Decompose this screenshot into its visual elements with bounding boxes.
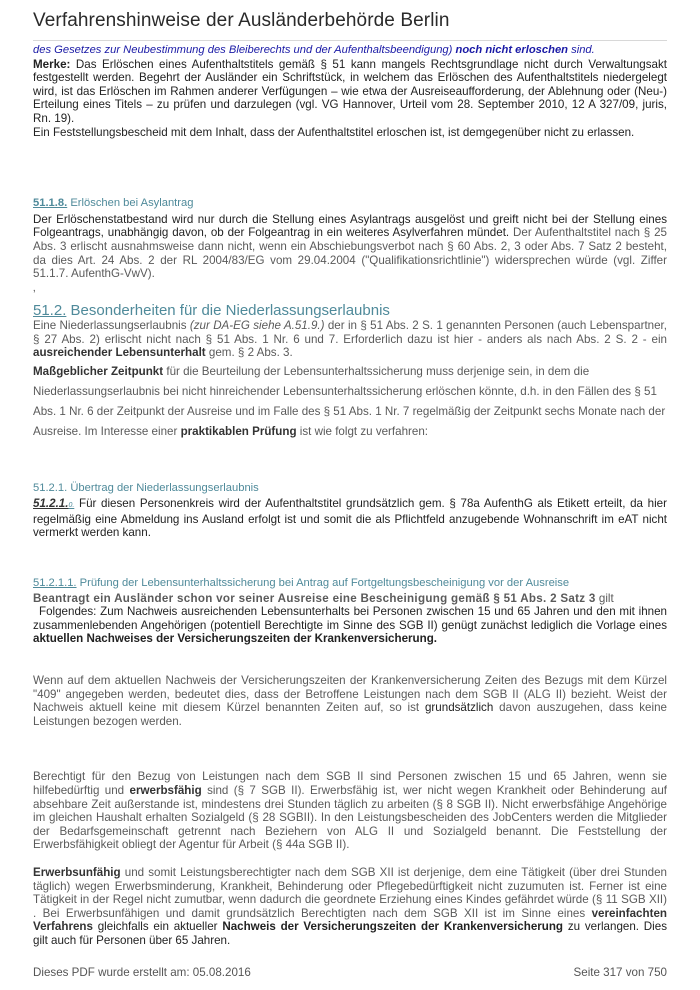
document-body [33, 44, 667, 948]
text-dark: Der Erlöschenstatbestand wird nur durch die Stellung eines Asylantrags ausgelöst und greift nicht bei der Stellung eines Folgeantrags, unabhängig davon, ob der Folgeantrag in ein weiteres Asylverfahren mündet. [33, 212, 667, 240]
wenn-paragraph [33, 674, 667, 728]
section-heading: 51.2.1. Übertrag der Niederlassungserlaubnis [33, 481, 259, 494]
erw-text-c: zu verlangen. Dies gilt auch für Personen über 65 Jahren. [33, 920, 667, 947]
erw-bold1: Erwerbsunfähig [33, 865, 121, 879]
bold-lead: Beantragt ein Ausländer schon vor seiner Ausreise eine Bescheinigung gemäß § 51 Abs. 2 Satz 3 [33, 591, 596, 605]
section-body: Folgendes: Zum Nachweis ausreichenden Lebensunterhalts bei Personen zwischen 15 und 65 Jahren und den mit ihnen zusammenlebenden Angehörigen (potentiell Berechtigte im Sinne des SGB II) genügt zunächst lediglich die Vorlage eines [33, 605, 667, 632]
p2-bold2: praktikablen Prüfung [180, 424, 297, 438]
feststellung-text: Ein Feststellungsbescheid mit dem Inhalt, dass der Aufenthaltstitel erloschen ist, ist demgegenüber nicht zu erlassen. [33, 125, 635, 139]
erw-bold2: vereinfachten Verfahrens [33, 906, 667, 934]
section-text [33, 592, 667, 646]
intro-bold: noch nicht erloschen [455, 44, 568, 56]
section-body: Für diesen Personenkreis wird der Aufenthaltstitel grundsätzlich gem. § 78a AufenthG als Etikett erteilt, da hier regelmäßig eine Abmeldung ins Ausland erfolgt ist und somit die als Pflichtfeld anzugebende Wohnanschrift im eAT nicht vermerkt werden kann. [33, 497, 667, 540]
p1-a: Eine Niederlassungserlaubnis [33, 318, 187, 332]
section-number-link[interactable]: 51.2. [33, 302, 67, 320]
zeitpunkt-paragraph [33, 362, 667, 442]
footer-created-date: Dieses PDF wurde erstellt am: 05.08.2016 [33, 966, 251, 979]
wenn-dark: grundsätzlich [424, 701, 494, 715]
section-text [33, 497, 667, 540]
merke-text: Das Erlöschen eines Aufenthaltstitels gemäß § 51 kann mangels Rechtsgrundlage nicht durch Verwaltungsakt festgestellt werden. Begehrt der Ausländer ein Schriftstück, in welchem das Erlöschen des Aufenthaltstitels niedergelegt wird, ist das Erlöschen im Rahmen anderer Verfügungen – wie etwa der Ausreiseaufforderung, der Ablehnung oder (Neu-) Erteilung eines Titels – zu prüfen und darzulegen (vgl. VG Hannover, Urteil vom 28. September 2010, 12 A 327/09, juris, Rn. 19). [33, 57, 667, 125]
text-gray: Der Aufenthaltstitel nach § 25 Abs. 3 erlischt ausnahmsweise dann nicht, wenn ein Abschiebungsverbot nach § 60 Abs. 2, 3 oder Abs. 7 Satz 2 besteht, da dies Art. 24 Abs. 2 der RL 2004/83/EG vom 29.04.2004 ("Qualifikationsrichtlinie") widersprechen würde (vgl. Ziffer 51.1.7. AufenthG-VwV). [33, 226, 667, 281]
erw-text-b: gleichfalls ein aktueller [97, 920, 218, 934]
section-51-2 [33, 304, 667, 441]
p1-b: der in § 51 Abs. 2 S. 1 genannten Personen (auch Lebenspartner, § 27 Abs. 2) erlischt nicht nach § 51 Abs. 1 Nr. 6 und 7. Erforderlich dazu ist hier - anders als nach Abs. 2 S. 2 - ein [33, 318, 667, 346]
bold-end: aktuellen Nachweises der Versicherungszeiten der Krankenversicherung. [33, 632, 438, 646]
p2-a: für die Beurteilung der Lebensunterhaltssicherung muss derjenige sein, in dem die Niederlassungserlaubnis bei nicht hinreichender Lebensunterhaltssicherung erlöschen könnte, d.h. in den Fällen des § 51 Abs. 1 Nr. 6 der Zeitpunkt der Ausreise und im Falle des § 51 Abs. 1 Nr. 7 regelmäßig der Zeitpunkt sechs Monate nach der Ausreise. Im Interesse einer [33, 364, 666, 438]
wenn-text-b: davon auszugehen, dass keine Leistungen bezogen werden. [33, 701, 667, 728]
p1-bold: ausreichender Lebensunterhalt [33, 346, 206, 360]
merke-label: Merke: [33, 57, 71, 71]
berechtigt-paragraph [33, 770, 667, 852]
p1-italic: (zur DA-EG siehe A.51.9.) [189, 318, 325, 332]
section-title: Erlöschen bei Asylantrag [70, 197, 194, 210]
section-heading [33, 304, 667, 318]
section-number-link[interactable]: 51.1.8. [33, 197, 68, 210]
berechtigt-bold: erwerbsfähig [129, 784, 202, 797]
footer-page-number: Seite 317 von 750 [573, 966, 667, 979]
section-heading [33, 197, 667, 211]
berechtigt-text-b: sind (§ 7 SGB II). Erwerbsfähig ist, wer nicht wegen Krankheit oder Behinderung auf absehbare Zeit außerstande ist, mindestens drei Stunden täglich zu arbeiten (§ 8 SGB II). Nicht erwerbsfähige Angehörige im gleichen Haushalt erhalten Sozialgeld (§ 28 SGBII). In den Leistungsbescheiden des JobCenters werden die Mitglieder der Bedarfsgemeinschaft getrennt nach Beziehern von ALG II und Sozialgeld benannt. Die Feststellung der Erwerbsfähigkeit obliegt der Agentur für Arbeit (§ 44a SGB II). [33, 784, 667, 852]
p1-c: gem. § 2 Abs. 3. [208, 346, 293, 360]
tick-mark: ‚ [33, 280, 36, 294]
berechtigt-text-a: Berechtigt für den Bezug von Leistungen nach dem SGB II sind Personen zwischen 15 und 65 Jahren, wenn sie hilfebedürftig und [33, 770, 667, 797]
intro-italic: des Gesetzes zur Neubestimmung des Bleiberechts und der Aufenthaltsbeendigung) [33, 44, 453, 56]
gilt-word: gilt [598, 591, 614, 605]
section-title: Besonderheiten für die Niederlassungserlaubnis [70, 302, 390, 320]
feststellung-paragraph [33, 126, 667, 140]
page-header [33, 10, 667, 41]
p2-bold1: Maßgeblicher Zeitpunkt [33, 364, 164, 378]
intro-end: sind. [571, 44, 595, 56]
section-heading [33, 577, 667, 591]
section-number-link[interactable]: 51.2.1. [33, 497, 69, 511]
sub-number-link[interactable]: 0. [68, 502, 75, 510]
merke-paragraph [33, 58, 667, 126]
page-title: Verfahrenshinweise der Ausländerbehörde Berlin [33, 10, 450, 31]
section-title: Prüfung der Lebensunterhaltssicherung bei Antrag auf Fortgeltungsbescheinigung vor der Ausreise [79, 577, 570, 590]
wenn-text-a: Wenn auf dem aktuellen Nachweis der Versicherungszeiten der Krankenversicherung Zeiten des Bezugs mit dem Kürzel "409" angegeben werden, bedeutet dies, dass der Betroffene Leistungen nach dem SGB II (ALG II) bezieht. Weist der Nachweis aktuell keine mit diesem Kürzel benannten Zeiten auf, so ist [33, 674, 667, 715]
section-51-1-8 [33, 197, 667, 294]
erwerbsunfaehig-paragraph [33, 866, 667, 948]
niederlassung-paragraph [33, 319, 667, 360]
section-number-link[interactable]: 51.2.1.1. [33, 577, 77, 590]
erw-bold3: Nachweis der Versicherungszeiten der Krankenversicherung [222, 920, 564, 934]
section-text [33, 213, 667, 281]
erw-text-a: und somit Leistungsberechtigter nach dem SGB XII ist derjenige, dem eine Tätigkeit (über drei Stunden täglich) wegen Erwerbsminderung, Krankheit, Behinderung oder Pflegebedürftigkeit nicht zuzumuten ist. Ferner ist eine Tätigkeit in der Regel nicht zumutbar, wenn dadurch die geordnete Erziehung eines Kindes gefährdet würde (§ 11 SGB XII) . Bei Erwerbsunfähigen und damit grundsätzlich Berechtigten nach dem SGB XII ist im Sinne eines [33, 865, 667, 920]
intro-paragraph [33, 44, 667, 58]
p2-b: ist wie folgt zu verfahren: [299, 424, 429, 438]
section-51-2-1 [33, 482, 667, 540]
section-51-2-1-1 [33, 577, 667, 646]
